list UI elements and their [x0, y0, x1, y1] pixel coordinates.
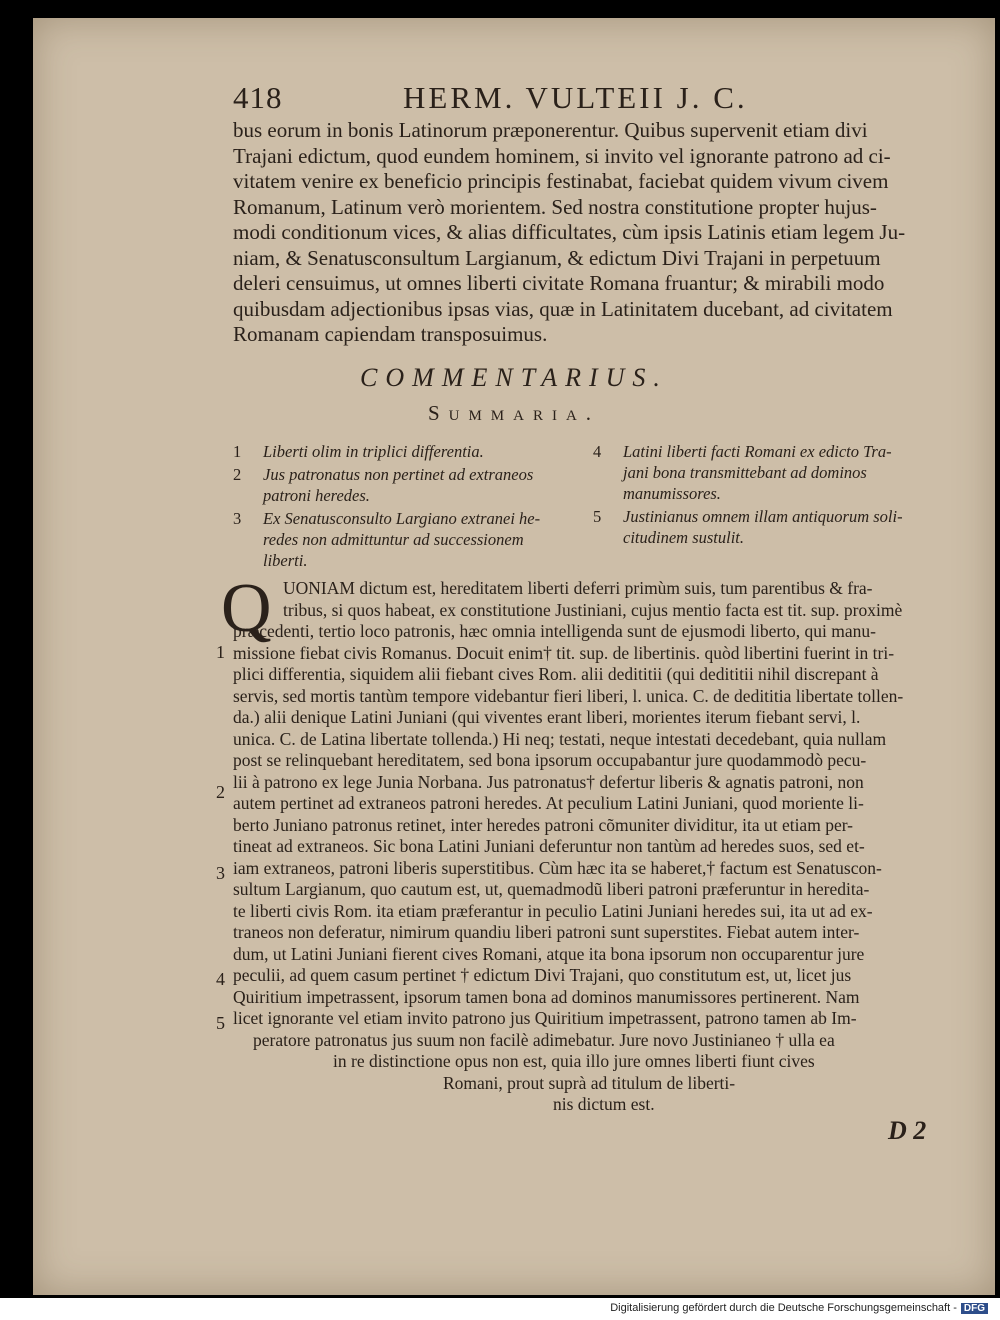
- text-line: in re distinctione opus non est, quia illo jure omnes liberti fiunt cives: [333, 1051, 815, 1071]
- text-line: modi conditionum vices, & alias difficultates, cùm ipsis Latinis etiam legem Ju-: [233, 220, 906, 244]
- margin-number: 1: [216, 642, 225, 662]
- text-line: licet ignorante vel etiam invito patrono jus Quiritium impetrassent, patrono tamen ab Im-: [233, 1008, 857, 1028]
- catchword: D 2: [888, 1116, 927, 1145]
- text-line: præcedenti, tertio loco patronis, hæc omnia intelligenda sunt de ejusmodi liberto, qui manu-: [233, 621, 876, 641]
- summaria-heading: Summaria.: [427, 401, 601, 425]
- text-line: post se relinquebant hereditatem, sed bona ipsorum occupabantur jure quodammodò pecu-: [233, 750, 867, 770]
- book-page: [33, 18, 995, 1295]
- summary-number: 5: [593, 507, 602, 526]
- summary-line: Latini liberti facti Romani ex edicto Tra-: [623, 442, 892, 461]
- margin-number: 2: [216, 782, 225, 802]
- text-line: bus eorum in bonis Latinorum præponerentur. Quibus supervenit etiam divi: [233, 118, 868, 142]
- text-line: quibusdam adjectionibus ipsas vias, quæ in Latinitatem ducebant, ad civitatem: [233, 296, 893, 321]
- summary-line: patroni heredes.: [263, 486, 370, 505]
- summaria-left-column: [233, 441, 573, 573]
- text-line: deleri censuimus, ut omnes liberti civitate Romana fruantur; & mirabili modo: [233, 271, 885, 295]
- summary-number: 3: [233, 509, 242, 528]
- text-line: vitatem venire ex beneficio principis festinabat, faciebat quidem vivum civem: [233, 169, 889, 193]
- credit-text: Digitalisierung gefördert durch die Deutsche Forschungsgemeinschaft -: [610, 1302, 957, 1314]
- summary-line: citudinem sustulit.: [623, 528, 744, 547]
- text-line: UONIAM dictum est, hereditatem liberti deferri primùm suis, tum parentibus & fra-: [283, 578, 873, 598]
- summaria-right-column: [593, 441, 953, 550]
- commentary-body: [233, 578, 973, 1116]
- running-title: HERM. VULTEII J. C.: [403, 80, 748, 115]
- summary-line: jani bona transmittebant ad dominos: [623, 463, 867, 482]
- margin-number: 5: [216, 1013, 225, 1033]
- body-text-top: [233, 118, 993, 348]
- summary-line: Liberti olim in triplici differentia.: [263, 442, 484, 461]
- margin-number: 3: [216, 863, 225, 883]
- text-line: niam, & Senatusconsultum Largianum, & edictum Divi Trajani in perpetuum: [233, 245, 881, 270]
- text-line: da.) alii denique Latini Juniani (qui viventes erant liberi, morientes iterum fiebant servi, l.: [233, 707, 861, 727]
- text-line: sultum Largianum, quo cautum est, ut, quemadmodũ liberi patroni præferuntur in heredita-: [233, 879, 870, 899]
- summary-item: [593, 506, 953, 548]
- text-line: traneos non deferatur, nimirum quandiu liberi patroni sunt superstites. Fiebat autem inter-: [233, 922, 860, 942]
- text-line: Quiritium impetrassent, ipsorum tamen bona ad dominos manumissores pertinerent. Nam: [233, 986, 860, 1007]
- text-line: dum, ut Latini Juniani fierent cives Romani, atque ita bona ipsorum non occuparentur jure: [233, 943, 865, 964]
- summary-number: 2: [233, 465, 242, 484]
- text-line: berto Juniano patronus retinet, inter heredes patroni cõmuniter dividitur, ita ut etiam per-: [233, 814, 854, 835]
- text-line: missione fiebat civis Romanus. Docuit enim† tit. sup. de libertinis. quòd libertini fuerint in tri-: [233, 642, 895, 663]
- margin-number: 4: [216, 969, 225, 989]
- summary-item: [233, 464, 573, 506]
- summary-number: 1: [233, 442, 242, 461]
- summary-line: manumissores.: [623, 484, 721, 503]
- text-line: Romanum, Latinum verò morientem. Sed nostra constitutione propter hujus-: [233, 194, 877, 219]
- summary-line: Ex Senatusconsulto Largiano extranei he-: [263, 509, 541, 528]
- text-line: Trajani edictum, quod eundem hominem, si invito vel ignorante patrono ad ci-: [233, 143, 891, 168]
- text-line: iam extraneos, patroni liberis superstitibus. Cùm hæc ita se haberet,† factum est Senatuscon-: [233, 857, 882, 878]
- text-line: plici differentia, siquidem alii fiebant cives Rom. alii dedititii (qui dedititii nihil discrepant à: [233, 664, 879, 684]
- text-line: Romani, prout suprà ad titulum de liberti-: [443, 1072, 736, 1093]
- text-line: peratore patronatus jus suum non facilè adimebatur. Jure novo Justinianeo † ulla ea: [253, 1029, 835, 1050]
- text-line: lii à patrono ex lege Junia Norbana. Jus patronatus† defertur liberis & agnatis patroni, non: [233, 771, 864, 792]
- text-line: servis, sed mortis tantùm tempore videbantur fieri liberi, l. unica. C. de dedititia libertate tollen-: [233, 685, 904, 706]
- text-line: nis dictum est.: [553, 1094, 655, 1114]
- summary-line: Justinianus omnem illam antiquorum soli-: [623, 507, 903, 526]
- summary-item: [233, 441, 573, 462]
- summary-number: 4: [593, 442, 602, 461]
- text-line: unica. C. de Latina libertate tollenda.) Hi neq; testati, neque intestati decedebant, quia nullam: [233, 728, 887, 749]
- summary-item: [233, 508, 573, 571]
- page-number: 418: [233, 80, 283, 115]
- text-line: Romanam capiendam transposuimus.: [233, 322, 548, 346]
- drop-capital: Q: [221, 570, 272, 647]
- commentarius-heading: COMMENTARIUS.: [360, 363, 668, 392]
- text-line: te liberti civis Rom. ita etiam præferantur in peculio Latini Juniani heredes sui, ita ut ad ex-: [233, 900, 873, 921]
- text-line: tineat ad extraneos. Sic bona Latini Juniani deferuntur non tantùm ad heredes suos, sed et-: [233, 836, 865, 856]
- summary-line: liberti.: [263, 551, 308, 570]
- summary-line: Jus patronatus non pertinet ad extraneos: [263, 465, 534, 484]
- digitization-credit: [606, 1300, 992, 1316]
- dfg-logo: DFG: [961, 1303, 988, 1314]
- text-line: autem pertinet ad extraneos patroni heredes. At peculium Latini Juniani, quod moriente li-: [233, 793, 864, 813]
- summary-item: [593, 441, 953, 504]
- summary-line: redes non admittuntur ad successionem: [263, 530, 524, 549]
- text-line: peculii, ad quem casum pertinet † edictum Divi Trajani, quo constitutum est, ut, licet jus: [233, 965, 852, 985]
- text-line: tribus, si quos habeat, ex constitutione Justiniani, cujus mentio facta est tit. sup. proximè: [283, 599, 903, 620]
